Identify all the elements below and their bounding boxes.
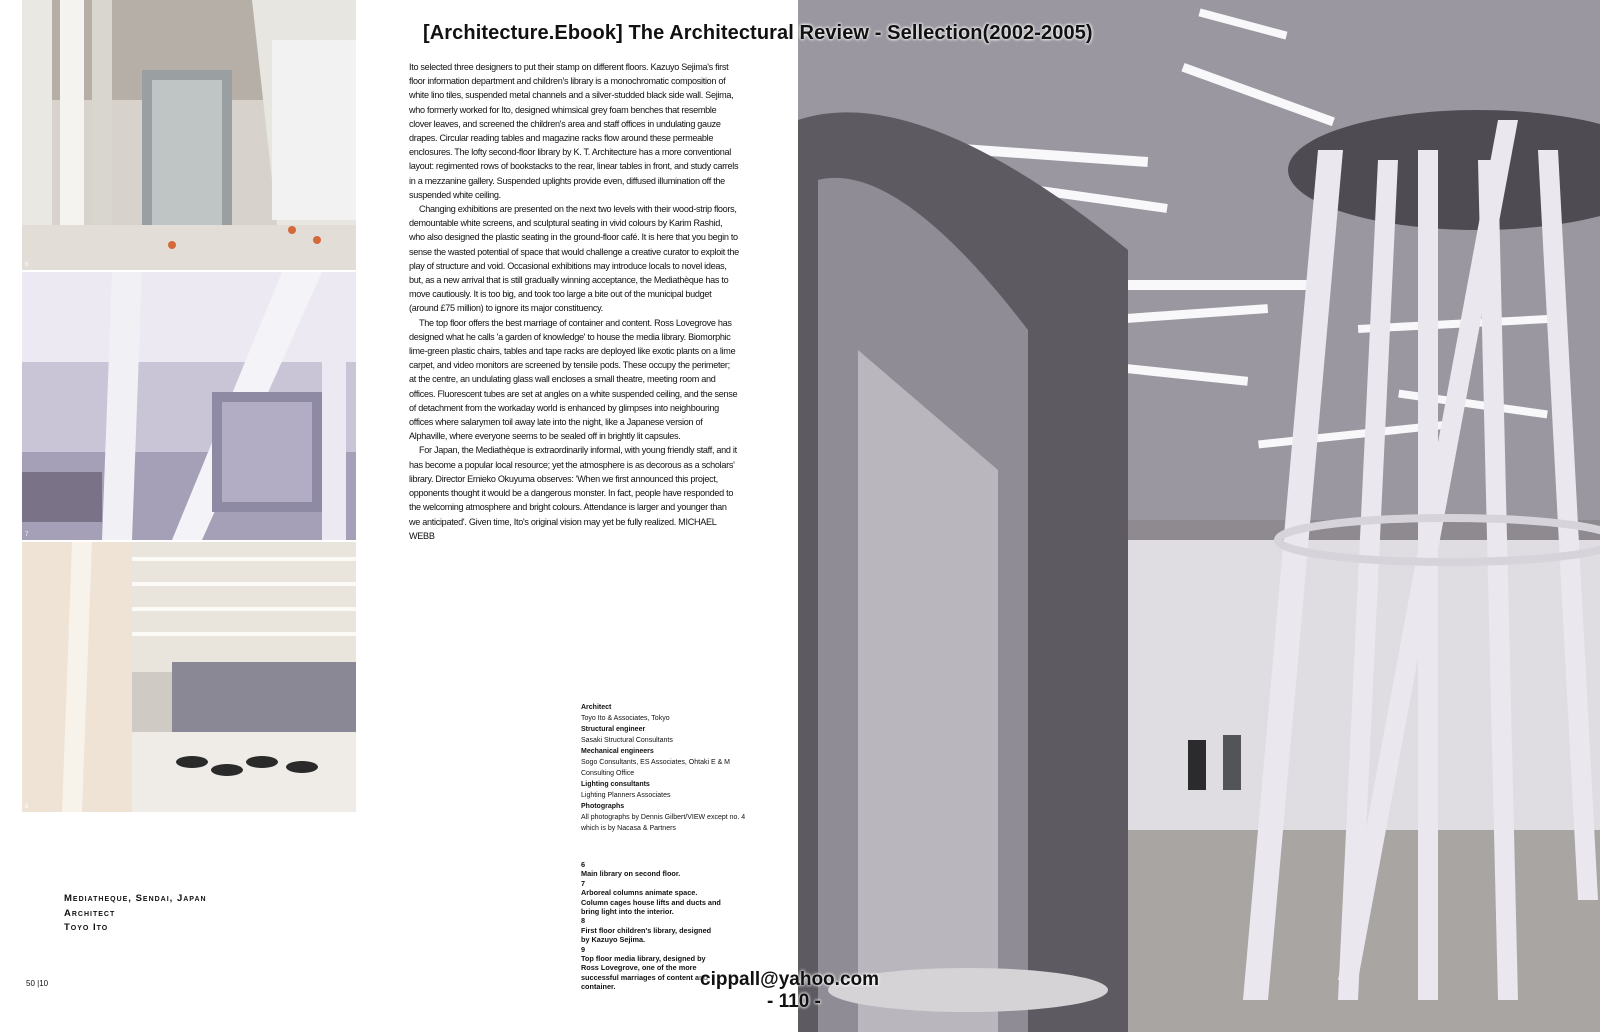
photo-media-library [798,0,1600,1032]
credit-value: Lighting Planners Associates [581,792,671,799]
credit-role: Mechanical engineers [581,748,654,755]
credit-role: Structural engineer [581,726,646,733]
caption-number: 9 [581,944,586,954]
caption-number: 8 [581,916,586,926]
article-paragraph: For Japan, the Mediathèque is extraordinarily informal, with young friendly staff, and it has become a popular local resource; yet the atmosphere is as decorous as a scholars' library. Director Emieko Okuyuma observes: 'When we first announced this project, opponents thought it would be a dangerous monster. In fact, people have responded to the welcoming atmosphere and bright colours. Attendance is larger and younger than we anticipated'. Given time, Ito's original vision may yet be fully realized. MICHAEL WEBB [409,445,737,541]
page-number: 50 |10 [26,979,49,988]
photo-main-library [22,0,356,270]
project-name: Mediatheque, Sendai, Japan [64,893,207,904]
photo-number: 7 [25,532,29,538]
project-info [64,892,207,936]
footer-email: cippall@yahoo.com [700,969,880,990]
caption-text: Main library on second floor. [581,869,681,879]
project-architect-label: Architect [64,907,116,919]
caption-number: 7 [581,878,586,888]
caption-text: Top floor media library, designed by Ross Lovegrove, one of the more successful marriages of content and container. [581,954,708,992]
photo-number: 6 [25,262,29,268]
photo-childrens-library [22,542,356,812]
article-paragraph: The top floor offers the best marriage of container and content. Ross Lovegrove has designed what he calls 'a garden of knowledge' to house the media library. Biomorphic lime-green plastic chairs, tables and tape racks are deployed like exotic plants on a lime carpet, and video monitors are screened by tensile pods. These occupy the perimeter; at the centre, an undulating glass wall encloses a small theatre, meeting room and offices. Fluorescent tubes are set at angles on a white suspended ceiling, and the sense of detachment from the workaday world is enhanced by glimpses into neighbouring offices where salarymen toil away late into the night, like a Japanese version of Alphaville, where everyone seems to be sealed off in brightly lit capsules. [409,317,738,442]
article-paragraph: Ito selected three designers to put their stamp on different floors. Kazuyo Sejima's first floor information department and children's library is a monochromatic composition of white lino tiles, suspended metal channels and a silver-studded black side wall. Sejima, who formerly worked for Ito, designed whimsical grey foam benches that resemble clover leaves, and screened the children's area and staff offices in undulating gauze drapes. Circular reading tables and magazine racks flow around these permeable enclosures. The lofty second-floor library by K. T. Architecture has a more conventional layout: regimented rows of bookstacks to the rear, linear tables in front, and study carrels in a mezzanine gallery. Suspended uplights provide even, diffused illumination off the suspended white ceiling. [409,62,739,200]
ebook-title: [Architecture.Ebook] The Architectural Review - Sellection(2002-2005) [423,22,1093,44]
caption-number: 6 [581,860,586,869]
caption-text: Arboreal columns animate space. Column cages house lifts and ducts and bring light into the interior. [581,888,721,917]
article-body [409,60,739,543]
project-credits [581,702,761,834]
credit-role: Photographs [581,803,625,810]
footer-page-number: - 110 - [767,991,821,1012]
photo-arboreal-columns [22,272,356,540]
photo-number: 8 [25,804,29,810]
caption-text: First floor children's library, designed by Kazuyo Sejima. [581,925,712,945]
credit-role: Lighting consultants [581,781,650,788]
credit-value: All photographs by Dennis Gilbert/VIEW except no. 4 which is by Nacasa & Partners [581,814,746,832]
article-paragraph: Changing exhibitions are presented on the next two levels with their wood-strip floors, demountable white screens, and sculptural seating in vivid colours by Karim Rashid, who also designed the plastic seating in the ground-floor café. It is here that you begin to sense the wasted potential of space that would challenge a creative curator to exploit the play of structure and void. Occasional exhibitions may introduce locals to novel ideas, but, as a new arrival that is still gradually winning acceptance, the Mediathèque has to move cautiously. It is too big, and took too large a bite out of the municipal budget (around £75 million) to ignore its major constituency. [409,204,739,314]
credit-role: Architect [581,704,612,711]
credit-value: Sasaki Structural Consultants [581,737,673,744]
credit-value: Toyo Ito & Associates, Tokyo [581,715,670,722]
project-architect-name: Toyo Ito [64,922,109,933]
credit-value: Sogo Consultants, ES Associates, Ohtaki E & M Consulting Office [581,759,731,777]
